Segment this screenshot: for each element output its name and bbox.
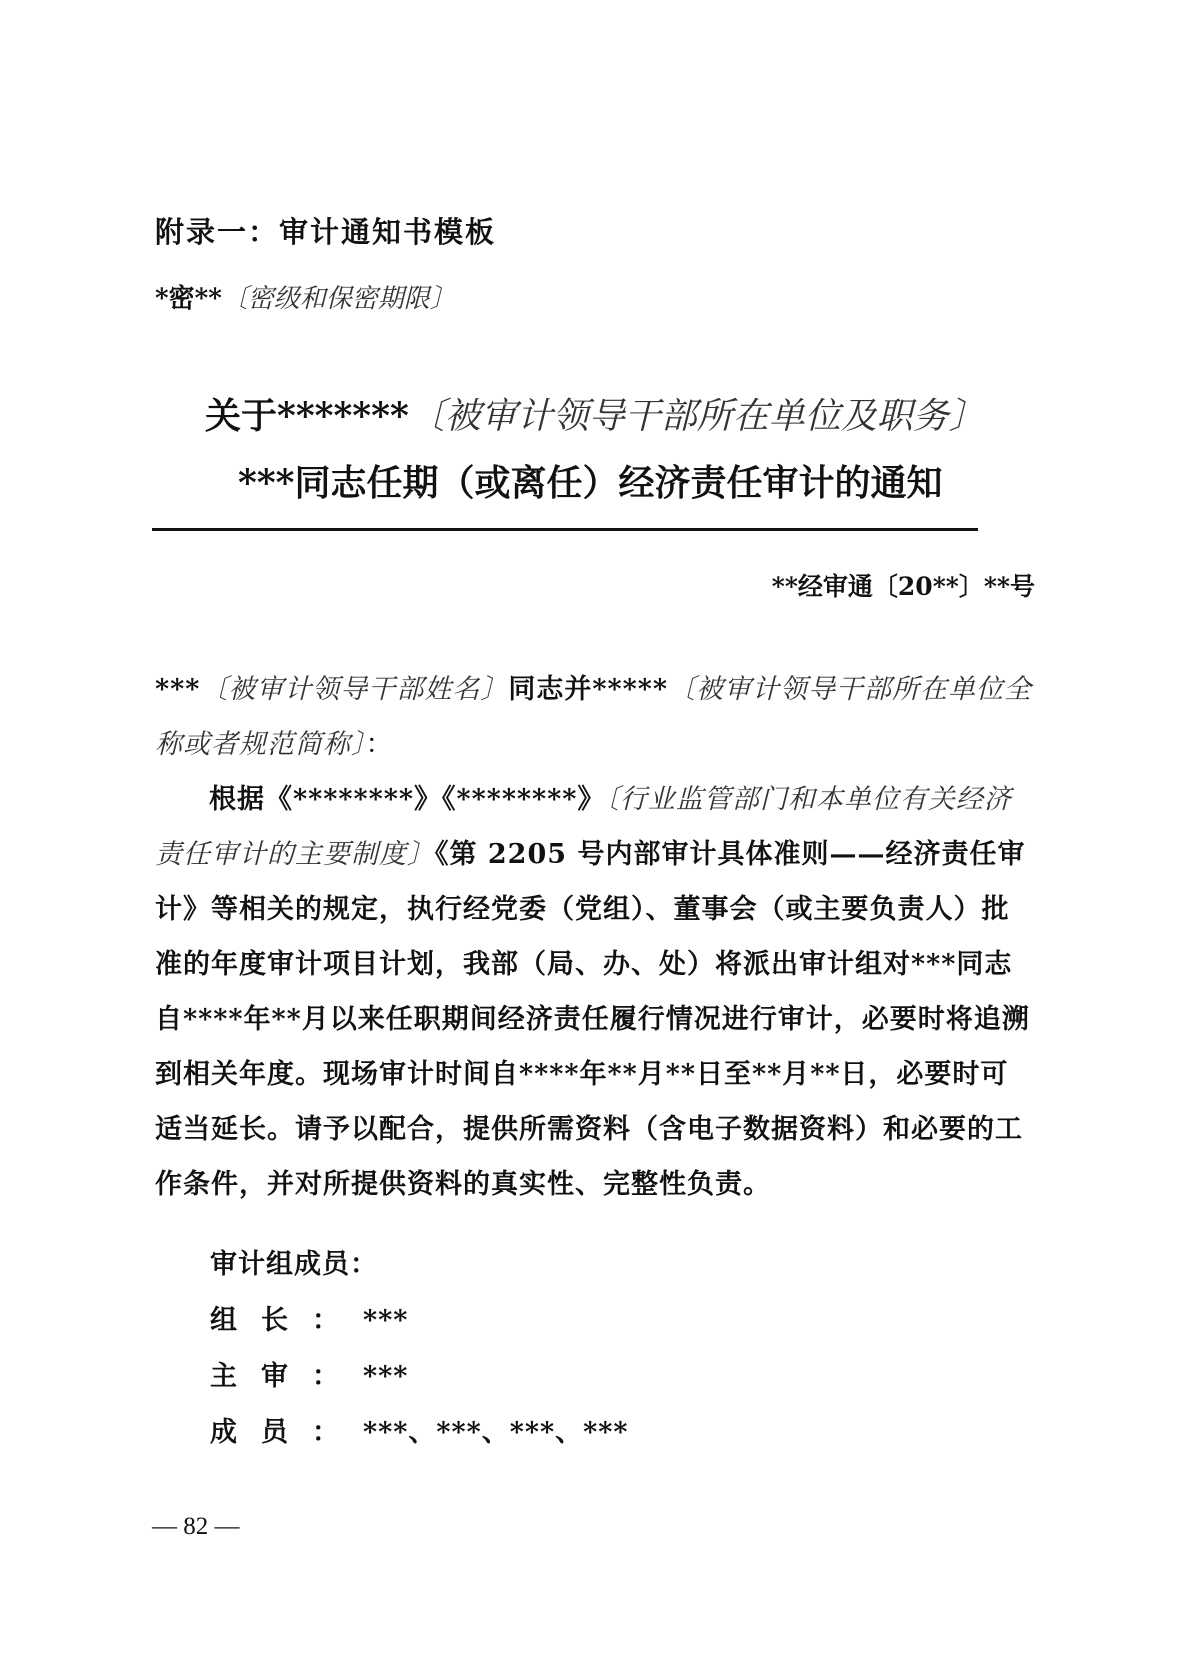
chief-auditor (210, 1354, 408, 1393)
appendix-heading: 附录一：审计通知书模板 (155, 215, 497, 249)
team-leader (210, 1298, 408, 1337)
title-prefix: 关于******* (205, 395, 409, 437)
body-basis: 根据《********》《********》 (209, 784, 606, 815)
salutation-note-2: 〔被审计领导干部所在单位全称或者规范简称〕 (155, 674, 1032, 760)
team-leader-value: *** (363, 1305, 409, 1336)
notice-body (155, 772, 1035, 1212)
salutation-text: 同志并***** (508, 674, 668, 705)
chief-auditor-value: *** (363, 1361, 409, 1392)
salutation-name: *** (155, 674, 201, 705)
title-divider (152, 528, 978, 531)
body-text: 《第 2205 号内部审计具体准则——经济责任审计》等相关的规定，执行经党委（党组）、董事会（或主要负责人）批准的年度审计项目计划，我部（局、办、处）将派出审计组对***同志自****年**月以来任职期间经济责任履行情况进行审计，必要时将追溯到相关年度。现场审计时间自****年**月**日至**月**日，必要时可适当延长。请予以配合，提供所需资料（含电子数据资料）和必要的工作条件，并对所提供资料的真实性、完整性负责。 (155, 839, 1030, 1200)
notice-title-line2: ***同志任期（或离任）经济责任审计的通知 (238, 462, 943, 504)
title-note: 〔被审计领导干部所在单位及职务〕 (408, 396, 985, 437)
salutation-colon: ： (365, 729, 394, 760)
notice-title-line1 (205, 388, 985, 439)
audit-team-title: 审计组成员： (210, 1249, 378, 1280)
secret-level-mark: *密** (155, 284, 222, 314)
team-members (210, 1410, 628, 1449)
team-members-value: ***、***、***、*** (363, 1417, 629, 1448)
secret-level (155, 278, 456, 315)
page-number: — 82 — (152, 1513, 240, 1540)
salutation (155, 662, 1035, 772)
team-members-label: 成员： (210, 1417, 363, 1448)
salutation-note-1: 〔被审计领导干部姓名〕 (200, 674, 509, 705)
body-basis-note: 〔行业监管部门和本单位有关经济责任审计的主要制度〕 (155, 784, 1012, 870)
document-number: **经审通〔20**〕**号 (771, 572, 1035, 601)
secret-level-note: 〔密级和保密期限〕 (221, 284, 456, 314)
chief-auditor-label: 主审： (210, 1361, 363, 1392)
team-leader-label: 组长： (210, 1305, 363, 1336)
